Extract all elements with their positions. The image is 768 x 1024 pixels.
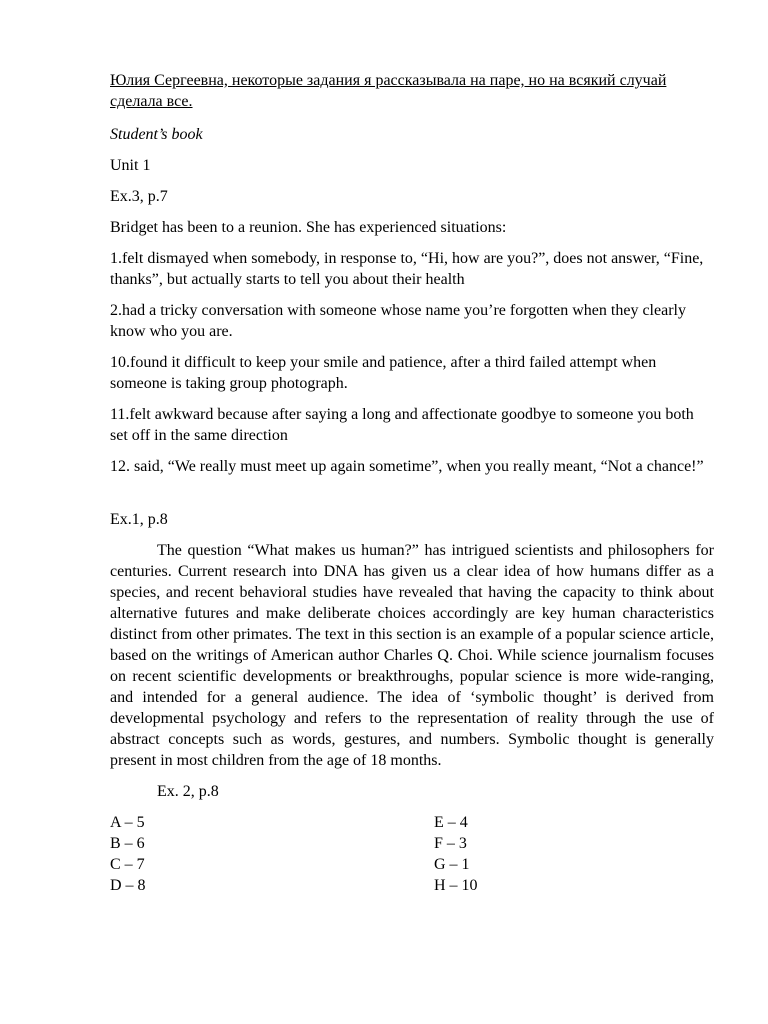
answer-item: C – 7 [110,856,145,873]
ex1-paragraph: The question “What makes us human?” has intrigued scientists and philosophers for centuries. Current research into DNA has given us a clear idea of how humans differ as a species, and recent behavioral studies have revealed that having the capacity to think about alternative futures and make deliberate choices accordingly are key human characteristics distinct from other primates. The text in this section is an example of a popular science article, based on the writings of American author Charles Q. Choi. While science journalism focuses on recent scientific developments or breakthroughs, popular science is more wide-ranging, and intended for a general audience. The idea of ‘symbolic thought’ is derived from developmental psychology and refers to the representation of reality through the use of abstract concepts such as words, gestures, and numbers. Symbolic thought is generally present in most children from the age of 18 months. [110,542,714,769]
situation-item: 11.felt awkward because after saying a long and affectionate goodbye to someone you both set off in the same direction [110,406,694,444]
situation-item: 10.found it difficult to keep your smile and patience, after a third failed attempt when someone is taking group photograph. [110,354,657,392]
ex2-label: Ex. 2, p.8 [157,783,219,800]
answer-item: H – 10 [434,877,478,894]
answer-item: A – 5 [110,814,145,831]
ex3-label: Ex.3, p.7 [110,188,168,205]
ex1-label: Ex.1, p.8 [110,511,168,528]
situation-item: 12. said, “We really must meet up again sometime”, when you really meant, “Not a chance!” [110,458,704,475]
document-page [110,70,714,896]
answer-item: F – 3 [434,835,467,852]
answer-item: G – 1 [434,856,470,873]
answer-grid [110,812,714,896]
situation-item: 1.felt dismayed when somebody, in response to, “Hi, how are you?”, does not answer, “Fine, thanks”, but actually starts to tell you about their health [110,250,704,288]
answer-item: E – 4 [434,814,468,831]
situation-item: 2.had a tricky conversation with someone whose name you’re forgotten when they clearly know who you are. [110,302,686,340]
ex3-lead: Bridget has been to a reunion. She has experienced situations: [110,219,507,236]
intro-note: Юлия Сергеевна, некоторые задания я рассказывала на паре, но на всякий случай сделала все. [110,72,667,110]
book-label: Student’s book [110,126,203,143]
answer-item: D – 8 [110,877,146,894]
answer-item: B – 6 [110,835,145,852]
unit-label: Unit 1 [110,157,151,174]
